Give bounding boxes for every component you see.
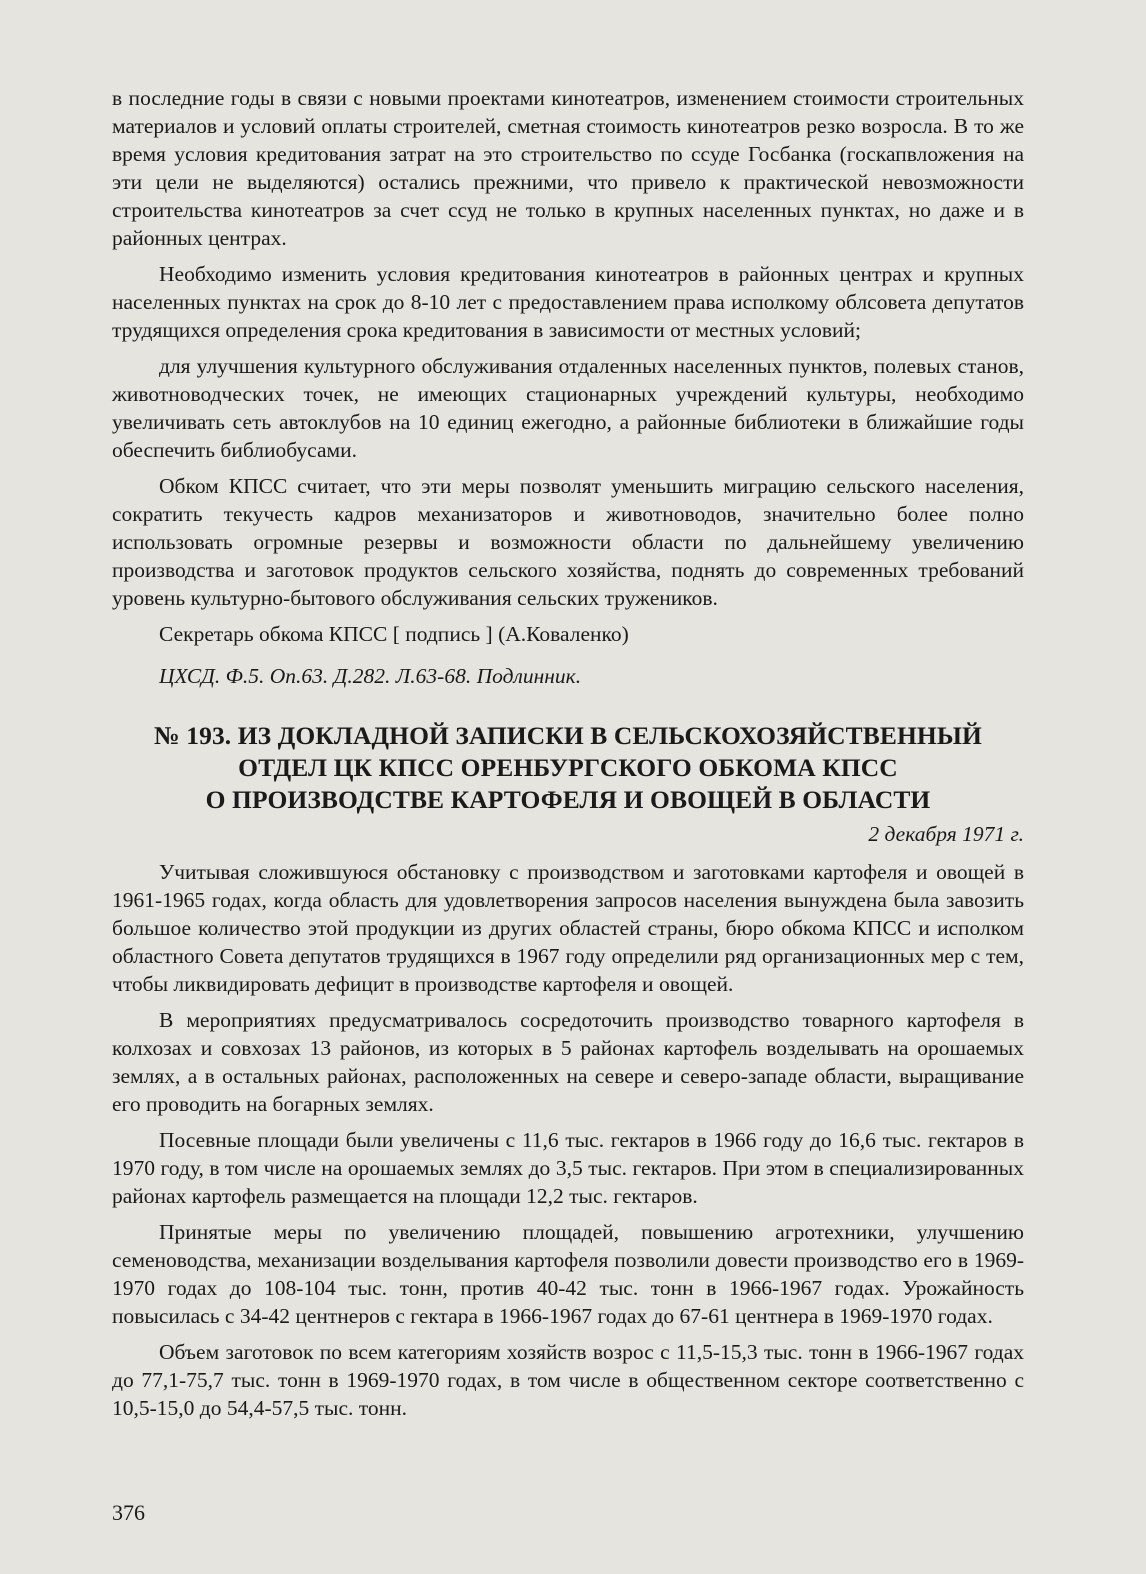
paragraph: Принятые меры по увеличению площадей, повышению агротехники, улучшению семеноводства, механизации возделывания картофеля позволили довести производство его в 1969-1970 годах до 108-104 тыс. тонн, против 40-42 тыс. тонн в 1966-1967 годах. Урожайность повысилась с 34-42 центнеров с гектара в 1966-1967 годах до 67-61 центнера в 1969-1970 годах.	[112, 1220, 1024, 1328]
paragraph: В мероприятиях предусматривалось сосредоточить производство товарного картофеля в колхозах и совхозах 13 районов, из которых в 5 районах картофель возделывать на орошаемых землях, а в остальных районах, расположенных на севере и северо-западе области, выращивание его проводить на богарных землях.	[112, 1008, 1024, 1116]
heading-line: О ПРОИЗВОДСТВЕ КАРТОФЕЛЯ И ОВОЩЕЙ В ОБЛАСТИ	[205, 785, 931, 814]
document-date: 2 декабря 1971 г.	[868, 822, 1024, 846]
paragraph: Учитывая сложившуюся обстановку с производством и заготовками картофеля и овощей в 1961-1965 годах, когда область для удовлетворения запросов населения вынуждена была завозить большое количество этой продукции из других областей страны, бюро обкома КПСС и исполком областного Совета депутатов трудящихся в 1967 году определили ряд организационных мер с тем, чтобы ликвидировать дефицит в производстве картофеля и овощей.	[112, 860, 1024, 996]
paragraph: Необходимо изменить условия кредитования кинотеатров в районных центрах и крупных населенных пунктах на срок до 8-10 лет с предоставлением права исполкому облсовета депутатов трудящихся определения срока кредитования в зависимости от местных условий;	[112, 262, 1024, 342]
signature-line: Секретарь обкома КПСС [ подпись ] (А.Коваленко)	[159, 622, 629, 646]
paragraph: Обком КПСС считает, что эти меры позволят уменьшить миграцию сельского населения, сократить текучесть кадров механизаторов и животноводов, значительно более полно использовать огромные резервы и возможности области по дальнейшему увеличению производства и заготовок продуктов сельского хозяйства, поднять до современных требований уровень культурно-бытового обслуживания сельских тружеников.	[112, 474, 1024, 610]
document-heading	[112, 720, 1024, 816]
paragraph: Посевные площади были увеличены с 11,6 тыс. гектаров в 1966 году до 16,6 тыс. гектаров в 1970 году, в том числе на орошаемых землях до 3,5 тыс. гектаров. При этом в специализированных районах картофель размещается на площади 12,2 тыс. гектаров.	[112, 1128, 1024, 1208]
paragraph: в последние годы в связи с новыми проектами кинотеатров, изменением стоимости строительных материалов и условий оплаты строителей, сметная стоимость кинотеатров резко возросла. В то же время условия кредитования затрат на это строительство по ссуде Госбанка (госкапвложения на эти цели не выделяются) остались прежними, что привело к практической невозможности строительства кинотеатров за счет ссуд не только в крупных населенных пунктах, но даже и в районных центрах.	[112, 86, 1024, 250]
text-block	[112, 84, 1024, 1430]
paragraph: Объем заготовок по всем категориям хозяйств возрос с 11,5-15,3 тыс. тонн в 1966-1967 годах до 77,1-75,7 тыс. тонн в 1969-1970 годах, в том числе в общественном секторе соответственно с 10,5-15,0 до 54,4-57,5 тыс. тонн.	[112, 1340, 1024, 1420]
heading-line: ОТДЕЛ ЦК КПСС ОРЕНБУРГСКОГО ОБКОМА КПСС	[238, 753, 898, 782]
archive-source: ЦХСД. Ф.5. Оп.63. Д.282. Л.63-68. Подлинник.	[159, 664, 582, 688]
page-number: 376	[112, 1500, 145, 1525]
heading-line: № 193. ИЗ ДОКЛАДНОЙ ЗАПИСКИ В СЕЛЬСКОХОЗЯЙСТВЕННЫЙ	[154, 721, 982, 750]
paragraph: для улучшения культурного обслуживания отдаленных населенных пунктов, полевых станов, животноводческих точек, не имеющих стационарных учреждений культуры, необходимо увеличивать сеть автоклубов на 10 единиц ежегодно, а районные библиотеки в ближайшие годы обеспечить библиобусами.	[112, 354, 1024, 462]
